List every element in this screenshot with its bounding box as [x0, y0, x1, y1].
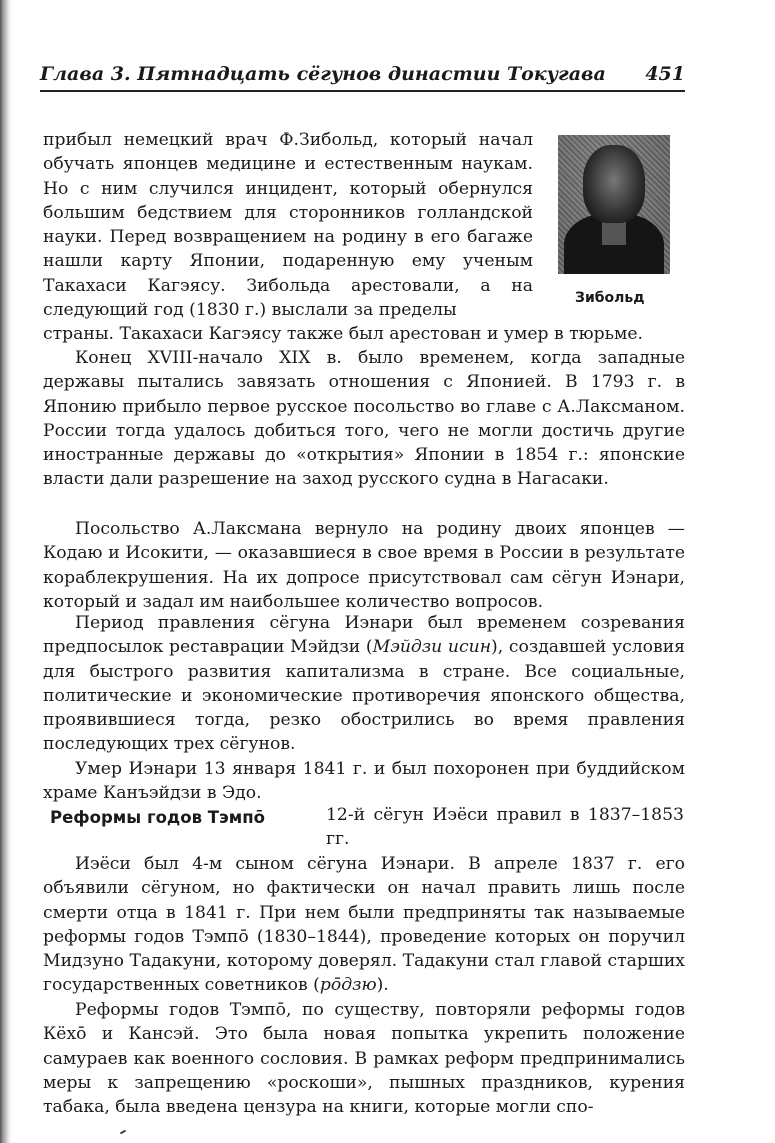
paragraph-ieyoshi: Иэёси был 4-м сыном сёгуна Иэнари. В апреле 1837 г. его объявили сёгуном, но фактически он начал править лишь после смерти отца в 1841 г. При нем были предприняты так называемые реформы годов Тэмпō (1830–1844), проведение которых он поручил Мидзуно Тадакуни, которому доверял. Тадакуни стал главой старших государственных советников (рōдзю).: [43, 854, 685, 996]
rojuu-term: рōдзю: [319, 975, 377, 996]
paragraph-embassy-return: Посольство А.Лаксмана вернуло на родину двоих японцев — Кодаю и Исокити, — оказавшиеся в свое время в России в результате кораблекрушения. На их допросе присутствовал сам сёгун Иэнари, который и задал им наибольшее количество вопросов.: [43, 519, 685, 612]
running-header: [40, 60, 685, 92]
paragraph-siebold: прибыл немецкий врач Ф.Зибольд, который начал обучать японцев медицине и естественным наукам. Но с ним случился инцидент, который обернулся большим бедствием для сторонников голландской науки. Перед возвращением на родину в его багаже нашли карту Японии, подаренную ему ученым Такахаси Кагэясу. Зибольда арестовали, а на следующий год (1830 г.) выслали за пределы: [43, 130, 533, 321]
chapter-title: Глава 3. Пятнадцать сёгунов династии Токугава: [40, 63, 606, 85]
section-heading: Реформы годов Тэмпō: [50, 808, 266, 827]
portrait-caption: Зибольд: [575, 290, 645, 306]
meiji-ishin-term: Мэйдзи исин: [372, 637, 492, 658]
print-speck: [120, 1130, 126, 1135]
siebold-portrait: [558, 135, 670, 274]
paragraph-ienari-death: Умер Иэнари 13 января 1841 г. и был похоронен при буддийском храме Канъэйдзи в Эдо.: [43, 759, 685, 804]
page-number: 451: [645, 63, 685, 85]
paragraph-ienari-period: Период правления сёгуна Иэнари был временем созревания предпосылок реставрации Мэйдзи (Мэйдзи исин), создавшей условия для быстрого развития капитализма в стране. Все социальные, политические и экономические противоречия японского общества, проявившиеся тогда, резко обострились во время правления последующих трех сёгунов.: [43, 613, 685, 755]
paragraph-tempo-reforms: Реформы годов Тэмпō, по существу, повторяли реформы годов Кёхō и Кансэй. Это была новая попытка укрепить положение самураев как военного сословия. В рамках реформ предпринимались меры к запрещению «роскоши», пышных праздников, курения табака, была введена цензура на книги, которые могли спо-: [43, 1000, 685, 1118]
paragraph-siebold-end: страны. Такахаси Кагэясу также был арестован и умер в тюрьме.: [43, 324, 643, 344]
paragraph-laxman-embassy: Конец XVIII-начало XIX в. было временем, когда западные державы пытались завязать отношения с Японией. В 1793 г. в Японию прибыло первое русское посольство во главе с А.Лаксманом. России тогда удалось добиться того, чего не могли достичь другие иностранные державы до «открытия» Японии в 1854 г.: японские власти дали разрешение на заход русского судна в Нагасаки.: [43, 348, 685, 490]
page-binding-shadow: [0, 0, 12, 1143]
paragraph-ieyoshi-reign: 12-й сёгун Иэёси правил в 1837–1853 гг.: [326, 805, 684, 849]
